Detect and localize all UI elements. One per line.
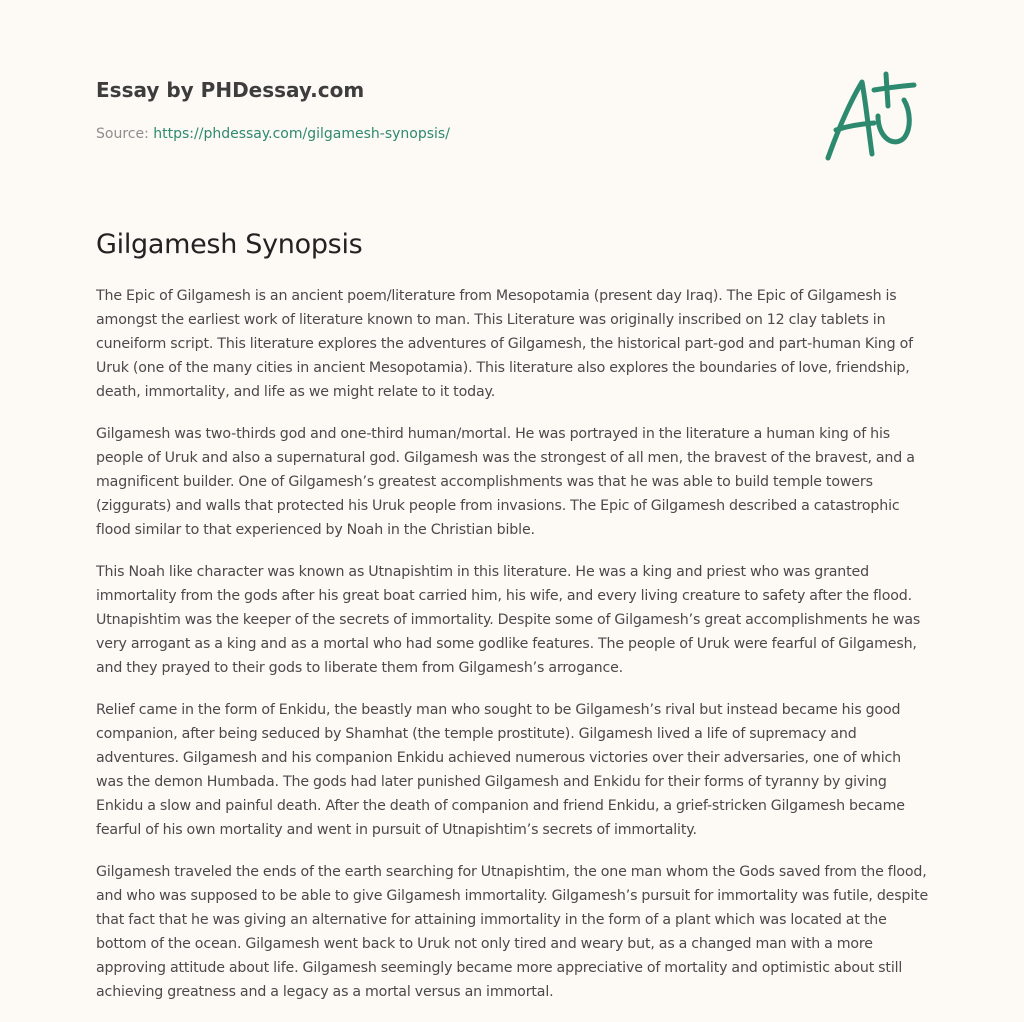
paragraph: Gilgamesh was two-thirds god and one-third human/mortal. He was portrayed in the literature a human king of his people of Uruk and also a supernatural god. Gilgamesh was the strongest of all men, the bravest of the bravest, and a magnificent builder. One of Gilgamesh’s greatest accomplishments was that he was able to build temple towers (ziggurats) and walls that protected his Uruk people from invasions. The Epic of Gilgamesh described a catastrophic flood similar to that experienced by Noah in the Christian bible. <box>96 426 915 538</box>
site-title: Essay by PHDessay.com <box>96 78 365 102</box>
source-label: Source: <box>96 126 149 142</box>
a-plus-logo-icon <box>820 66 930 166</box>
source-line <box>96 124 796 144</box>
document-title: Gilgamesh Synopsis <box>96 229 363 260</box>
page-header <box>96 76 796 144</box>
paragraph: Relief came in the form of Enkidu, the beastly man who sought to be Gilgamesh’s rival but instead became his good companion, after being seduced by Shamhat (the temple prostitute). Gilgamesh lived a life of supremacy and adventures. Gilgamesh and his companion Enkidu achieved numerous victories over their adversaries, one of which was the demon Humbada. The gods had later punished Gilgamesh and Enkidu for their forms of tyranny by giving Enkidu a slow and painful death. After the death of companion and friend Enkidu, a grief-stricken Gilgamesh became fearful of his own mortality and went in pursuit of Utnapishtim’s secrets of immortality. <box>96 702 905 838</box>
essay-body <box>96 284 930 1022</box>
a-plus-logo <box>820 66 930 166</box>
paragraph: This Noah like character was known as Utnapishtim in this literature. He was a king and priest who was granted immortality from the gods after his great boat carried him, his wife, and every living creature to safety after the flood. Utnapishtim was the keeper of the secrets of immortality. Despite some of Gilgamesh’s great accomplishments he was very arrogant as a king and as a mortal who had some godlike features. The people of Uruk were fearful of Gilgamesh, and they prayed to their gods to liberate them from Gilgamesh’s arrogance. <box>96 564 921 676</box>
paragraph: Gilgamesh traveled the ends of the earth searching for Utnapishtim, the one man whom the Gods saved from the flood, and who was supposed to be able to give Gilgamesh immortality. Gilgamesh’s pursuit for immortality was futile, despite that fact that he was giving an alternative for attaining immortality in the form of a plant which was located at the bottom of the ocean. Gilgamesh went back to Uruk not only tired and weary but, as a changed man with a more approving attitude about life. Gilgamesh seemingly became more appreciative of mortality and optimistic about still achieving greatness and a legacy as a mortal versus an immortal. <box>96 864 929 1000</box>
source-link[interactable]: https://phdessay.com/gilgamesh-synopsis/ <box>153 126 450 142</box>
paragraph: The Epic of Gilgamesh is an ancient poem/literature from Mesopotamia (present day Iraq). The Epic of Gilgamesh is amongst the earliest work of literature known to man. This Literature was originally inscribed on 12 clay tablets in cuneiform script. This literature explores the adventures of Gilgamesh, the historical part-god and part-human King of Uruk (one of the many cities in ancient Mesopotamia). This literature also explores the boundaries of love, friendship, death, immortality, and life as we might relate to it today. <box>96 288 913 400</box>
